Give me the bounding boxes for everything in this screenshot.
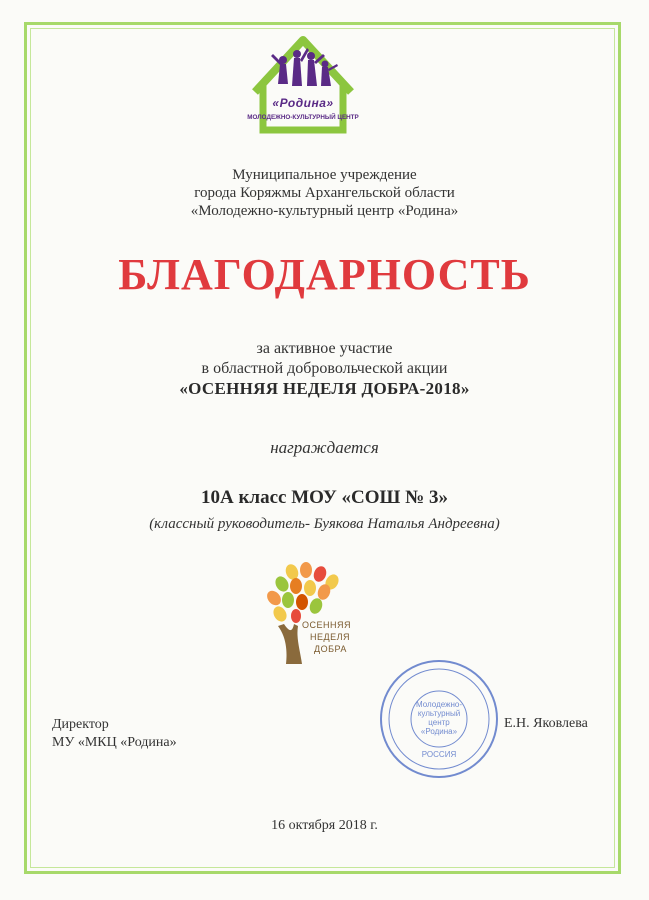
stamp-country: РОССИЯ (421, 750, 457, 759)
event-logo-line-2: НЕДЕЛЯ (310, 632, 351, 642)
rodina-logo (245, 34, 361, 146)
house-logo-icon (245, 34, 361, 146)
organization-line-2: города Коряжмы Архангельской области (194, 185, 455, 201)
event-name: «ОСЕННЯЯ НЕДЕЛЯ ДОБРА-2018» (179, 379, 470, 398)
stamp-line-3: центр (428, 718, 450, 727)
issue-date: 16 октября 2018 г. (271, 818, 378, 833)
event-logo-line-1: ОСЕННЯЯ (302, 620, 352, 630)
organization-line-1: Муниципальное учреждение (232, 167, 417, 183)
reason-line-1: за активное участие (256, 340, 393, 357)
teacher-note: (классный руководитель- Буякова Наталья Андреевна) (149, 516, 500, 532)
logo-name: «Родина» (272, 96, 334, 110)
event-logo (262, 560, 372, 664)
signatory-position-line-1: Директор (52, 717, 109, 732)
organization-block (0, 166, 649, 220)
event-logo-line-3: ДОБРА (314, 644, 347, 654)
reason-block (0, 339, 649, 399)
official-stamp (378, 658, 500, 780)
organization-line-3: «Молодежно-культурный центр «Родина» (190, 203, 459, 219)
signatory-position-line-2: МУ «МКЦ «Родина» (52, 735, 177, 750)
stamp-line-1: Молодежно- (416, 700, 462, 709)
stamp-line-4: «Родина» (420, 727, 458, 736)
stamp-line-2: культурный (417, 709, 461, 718)
recipient-name: 10А класс МОУ «СОШ № 3» (201, 487, 448, 508)
signatory-name: Е.Н. Яковлева (504, 716, 588, 731)
stamp-text (378, 700, 500, 759)
certificate-title: БЛАГОДАРНОСТЬ (118, 250, 531, 299)
reason-line-2: в областной добровольческой акции (201, 360, 448, 377)
signatory-position (52, 716, 177, 752)
logo-subtitle: МОЛОДЕЖНО-КУЛЬТУРНЫЙ ЦЕНТР (247, 114, 359, 121)
awarded-label: награждается (270, 438, 379, 457)
